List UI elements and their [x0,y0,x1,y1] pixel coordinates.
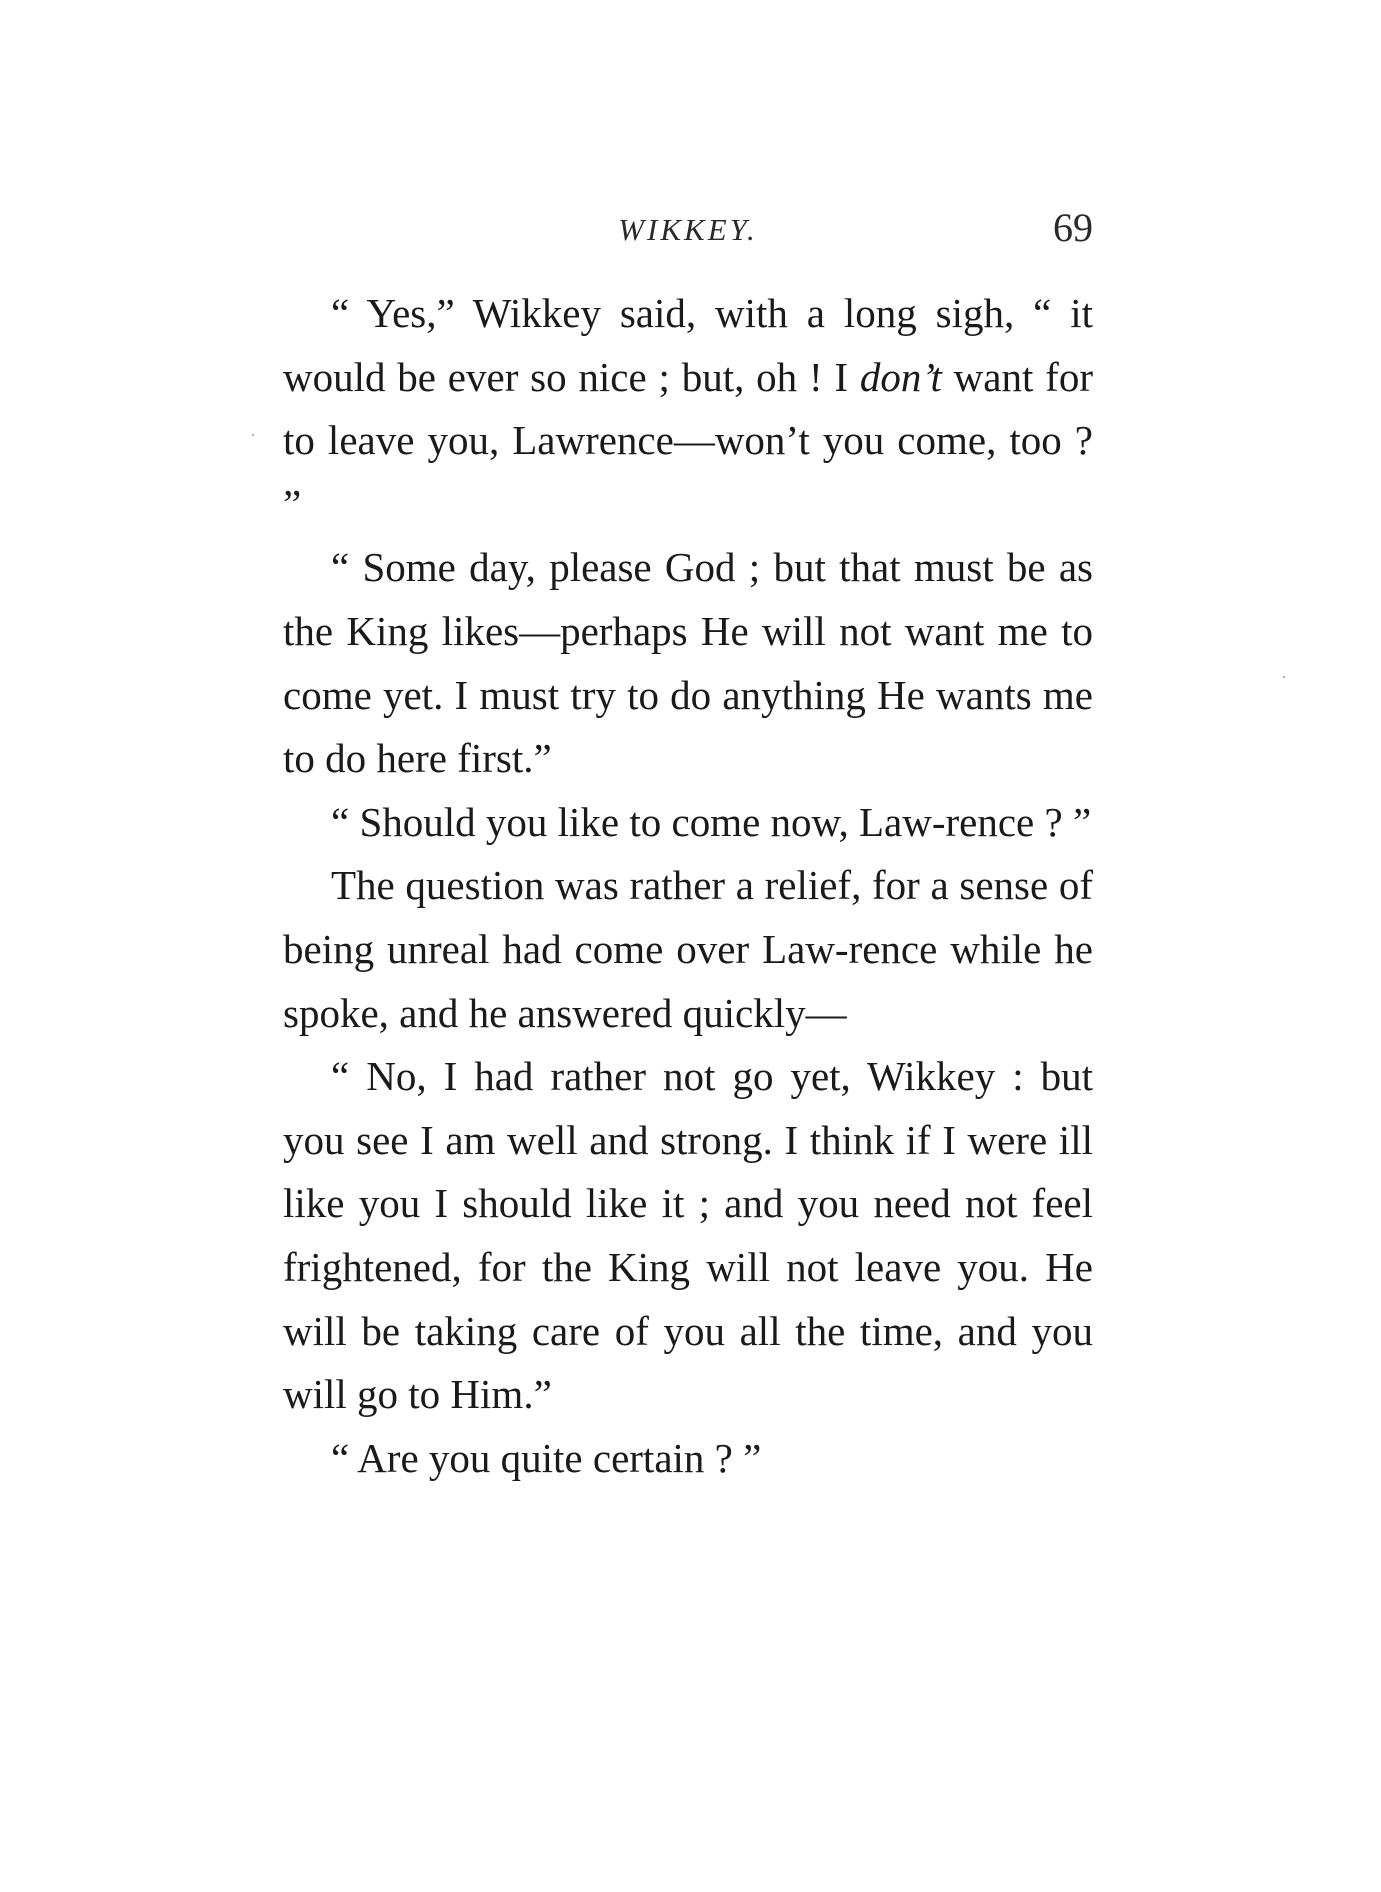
emphasized-word: don’t [859,353,942,400]
paragraph-1-text-end: want for to leave you, Lawrence—won’t you come, too ? ” [283,353,1093,527]
paragraph-1-text-start: “ Yes,” Wikkey said, with a long sigh, “ it would be ever so nice ; but, oh ! I [283,290,1093,400]
paragraph-2: “ Some day, please God ; but that must be as the King likes—perhaps He will not want me to come yet. I must try to do anything He wants me to do here first.” [283,544,1093,782]
paragraph-4: The question was rather a relief, for a sense of being unreal had come over Law-rence while he spoke, and he answered quickly— [283,862,1093,1036]
running-title: WIKKEY. [618,212,758,247]
body-text [283,282,1093,1490]
paragraph-5: “ No, I had rather not go yet, Wikkey : but you see I am well and strong. I think if I were ill like you I should like it ; and you need not feel frightened, for the King will not leave you. He will be taking care of you all the time, and you will go to Him.” [283,1053,1093,1418]
page-number: 69 [1053,205,1093,250]
right-margin-speck [1283,676,1285,678]
paragraph-1 [283,282,1093,536]
running-head [283,200,1093,260]
paragraph-3: “ Should you like to come now, Law-rence ? ” [331,798,1092,845]
paragraph-6: “ Are you quite certain ? ” [331,1434,762,1481]
left-margin-speck [252,434,254,436]
